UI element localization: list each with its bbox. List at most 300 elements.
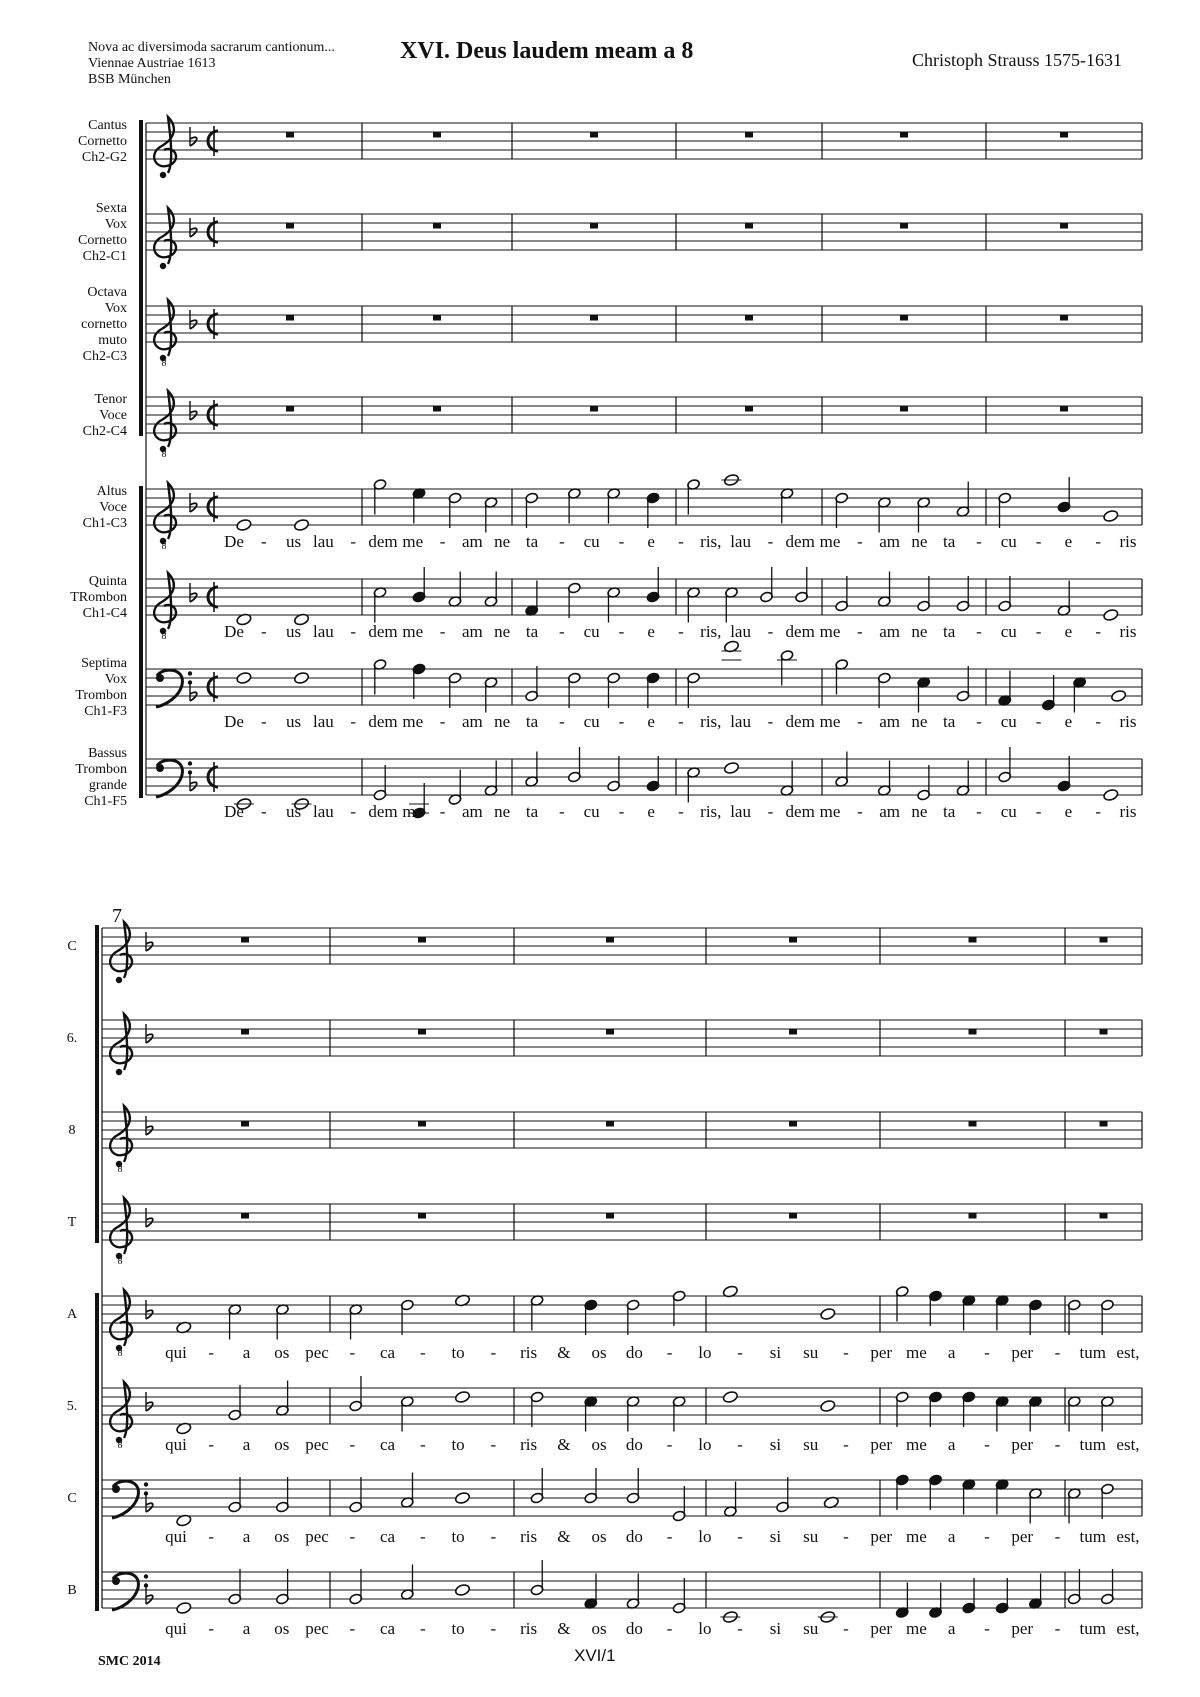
note [672,1486,686,1522]
note [567,488,581,524]
lyric-syllable: si [769,1435,782,1454]
staff-name-line: Voce [99,500,127,515]
lyric-syllable: qui [165,1619,187,1638]
lyric-syllable: lau [313,622,334,641]
staff-name-line: Vox [104,217,127,232]
note [835,492,849,528]
lyric-syllable: - [678,802,684,821]
lyric-syllable: cu [583,712,600,731]
lyric-syllable: ris, [700,622,722,641]
lyric-syllable: - [558,532,565,551]
note [895,1391,909,1427]
lyric-syllable: e [1064,622,1073,641]
note [349,1569,363,1605]
staff-name-line: Trombon [75,688,127,703]
staff-name-line: 8 [68,1123,76,1138]
note [835,659,849,695]
lyric-syllable: ne [494,712,511,731]
note [373,587,387,623]
lyric-syllable: - [260,622,267,641]
note [276,1381,290,1417]
treble-clef-icon [110,1014,132,1075]
note [962,1578,976,1614]
lyric-syllable: - [856,622,863,641]
source-line-1: Nova ac diversimoda sacrarum cantionum... [88,40,335,55]
lyric-syllable: e [1064,802,1073,821]
whole-rest [606,937,614,943]
lyric-syllable: cu [583,802,600,821]
treble-clef-icon [154,117,176,178]
note [454,1583,470,1596]
notehead [820,1307,836,1320]
lyric-syllable: De [224,532,244,551]
staff-name-line: Cornetto [78,134,127,149]
lyric-syllable: do [625,1619,643,1638]
note [1103,509,1119,522]
staff-name-line: Ch2-C3 [82,349,127,364]
lyric-syllable: - [490,1343,497,1362]
lyric-syllable: - [1035,802,1042,821]
whole-rest [789,1121,797,1127]
lyric-syllable: - [1054,1435,1061,1454]
bass-clef-icon [156,670,192,707]
note [672,1396,686,1432]
note [400,1473,414,1509]
note [1103,788,1119,801]
note [929,1290,943,1326]
lyric-syllable: - [208,1343,215,1362]
staff [146,397,1142,433]
page-number: XVI/1 [574,1646,616,1665]
flat-sign-icon [190,772,197,791]
note [584,1574,598,1610]
whole-rest [745,406,753,412]
clef-octave-mark: 8 [117,1348,123,1359]
note [835,752,849,788]
whole-rest [590,223,598,229]
lyric-syllable: ca [380,1343,396,1362]
composer: Christoph Strauss 1575-1631 [911,50,1122,70]
lyric-syllable: - [843,1619,849,1638]
note [448,492,462,528]
lyric-syllable: cu [1000,712,1017,731]
staff [146,669,1142,705]
lyric-syllable: - [439,622,446,641]
note [400,1565,414,1601]
lyric-syllable: ris [1119,622,1137,641]
whole-rest [286,223,294,229]
whole-rest [789,1029,797,1035]
treble-clef-icon [110,1106,132,1167]
lyric-syllable: - [419,1619,426,1638]
lyric-syllable: - [984,1343,990,1362]
note [525,666,539,702]
lyric-syllable: ta [525,622,539,641]
note [607,756,621,792]
lyric-syllable: do [625,1343,643,1362]
lyric-syllable: - [678,532,684,551]
lyric-syllable: ta [525,712,539,731]
note [484,497,498,533]
lyric-syllable: - [558,712,565,731]
lyric-syllable: - [1054,1619,1061,1638]
lyric-syllable: - [419,1527,426,1546]
whole-rest [1060,315,1068,321]
lyric-syllable: - [843,1343,849,1362]
lyric-syllable: lau [730,622,751,641]
note [412,663,426,699]
staff [146,306,1142,342]
clef-octave-mark: 8 [161,449,167,460]
lyric-syllable: - [678,712,684,731]
note [998,747,1012,783]
lyric-syllable: dem [785,532,815,551]
notehead [454,1583,470,1596]
lyric-syllable: per [1011,1435,1034,1454]
bracket-choir-1 [95,1293,99,1611]
lyric-syllable: - [1095,532,1102,551]
flat-sign-icon [146,1392,153,1411]
notehead [820,1399,836,1412]
lyric-syllable: - [767,532,774,551]
note [760,567,774,603]
lyric-syllable: - [419,1435,426,1454]
whole-rest [286,315,294,321]
lyric-syllable: su [803,1343,819,1362]
lyric-syllable: ne [911,532,928,551]
lyric-syllable: os [274,1619,290,1638]
lyric-syllable: e [647,532,655,551]
lyric-syllable: - [666,1435,673,1454]
lyric-syllable: - [349,1435,356,1454]
note [1067,1396,1081,1432]
staff-name-line: Vox [104,672,127,687]
lyric-syllable: - [737,1343,743,1362]
flat-sign-icon [146,1585,153,1604]
note [412,488,426,524]
flat-sign-icon [190,218,197,237]
lyric-syllable: De [224,802,244,821]
lyric-syllable: - [1035,622,1042,641]
note [687,767,701,803]
lyric-syllable: a [947,1343,956,1362]
flat-sign-icon [190,583,197,602]
lyric-syllable: - [856,802,863,821]
flat-sign-icon [190,310,197,329]
staff-name-line: Trombon [75,762,127,777]
note [962,1391,976,1427]
lyric-syllable: os [274,1527,290,1546]
lyric-syllable: pec [305,1435,329,1454]
staff [146,214,1142,250]
whole-rest [286,406,294,412]
staff-name-line: Cantus [88,118,127,133]
whole-rest [745,132,753,138]
whole-rest [418,937,426,943]
note [962,1479,976,1515]
lyric-syllable: ne [911,622,928,641]
lyric-syllable: lau [313,712,334,731]
note [293,671,309,684]
lyric-syllable: - [349,1527,356,1546]
lyric-syllable: su [803,1435,819,1454]
lyric-syllable: - [350,532,357,551]
note [723,761,739,774]
notehead [454,1491,470,1504]
whole-rest [900,223,908,229]
lyric-syllable: - [1095,622,1102,641]
note [276,1569,290,1605]
clef-octave-mark: 8 [161,631,167,642]
lyric-syllable: qui [165,1435,187,1454]
lyric-syllable: cu [583,532,600,551]
note [776,1477,790,1513]
note [1100,1299,1114,1335]
flat-sign-icon [190,401,197,420]
lyric-syllable: ris [520,1527,538,1546]
staff-name-line: Bassus [88,746,127,761]
flat-sign-icon [146,1300,153,1319]
note [956,482,970,518]
lyric-syllable: - [737,1435,743,1454]
note [454,1491,470,1504]
lyric-syllable: per [870,1343,893,1362]
lyric-syllable: - [419,1343,426,1362]
note [228,1477,242,1513]
notehead [293,671,309,684]
lyric-syllable: - [490,1527,497,1546]
staff [102,928,1142,964]
note [236,671,252,684]
lyric-syllable: su [803,1527,819,1546]
whole-rest [606,1213,614,1219]
staff-name-line: Ch1-F5 [84,794,127,809]
lyric-syllable: - [490,1435,497,1454]
whole-rest [241,1029,249,1035]
lyric-syllable: lo [698,1343,712,1362]
notehead [723,761,739,774]
lyric-syllable: a [947,1527,956,1546]
lyric-syllable: os [274,1435,290,1454]
lyric-syllable: ca [380,1435,396,1454]
lyric-syllable: per [1011,1343,1034,1362]
lyric-syllable: - [666,1619,673,1638]
note [530,1468,544,1504]
note [373,479,387,515]
staff [146,579,1142,615]
whole-rest [433,315,441,321]
note [228,1569,242,1605]
notehead [1103,509,1119,522]
note [646,492,660,528]
note [995,1295,1009,1331]
lyric-syllable: lau [730,532,751,551]
lyric-syllable: am [462,712,483,731]
lyric-syllable: lo [698,1527,712,1546]
note [917,497,931,533]
lyric-syllable: cu [1000,622,1017,641]
whole-rest [433,223,441,229]
note [818,1610,838,1623]
lyric-syllable: tum [1079,1435,1106,1454]
lyric-syllable: - [1054,1527,1061,1546]
whole-rest [418,1213,426,1219]
staff [102,1112,1142,1148]
whole-rest [433,406,441,412]
note [820,1307,836,1320]
piece-title: XVI. Deus laudem meam a 8 [400,38,694,64]
staff [102,1204,1142,1240]
treble-clef-icon [110,1198,132,1259]
whole-rest [241,937,249,943]
lyric-syllable: dem [368,712,398,731]
note [1029,1488,1043,1524]
flat-sign-icon [146,932,153,951]
note [1073,677,1087,713]
note [877,572,891,608]
note [687,587,701,623]
lyric-syllable: os [591,1527,607,1546]
whole-rest [1060,406,1068,412]
staff-name-line: Ch2-C4 [82,424,127,439]
lyric-syllable: dem [368,622,398,641]
source-line-3: BSB München [88,72,171,87]
flat-sign-icon [146,1208,153,1227]
whole-rest [1100,1213,1108,1219]
note [1100,1396,1114,1432]
note [877,761,891,797]
lyric-syllable: est, [1116,1527,1140,1546]
note [956,576,970,612]
whole-rest [590,132,598,138]
whole-rest [969,1213,977,1219]
staff [102,1388,1142,1424]
note [995,1396,1009,1432]
lyric-syllable: - [976,532,982,551]
lyric-syllable: me [402,712,424,731]
lyric-syllable: & [557,1619,571,1638]
lyric-syllable: est, [1116,1435,1140,1454]
lyric-syllable: ne [494,622,511,641]
lyric-syllable: est, [1116,1343,1140,1362]
lyric-syllable: me [819,532,841,551]
bracket-choir-2 [139,120,143,436]
note [530,1560,544,1596]
treble-clef-icon [110,1290,132,1351]
whole-rest [789,937,797,943]
whole-rest [241,1121,249,1127]
lyric-syllable: - [350,622,357,641]
lyric-syllable: a [242,1435,251,1454]
note [723,1482,737,1518]
lyric-syllable: - [260,712,267,731]
lyric-syllable: si [769,1619,782,1638]
clef-octave-mark: 8 [161,541,167,552]
lyric-syllable: pec [305,1343,329,1362]
lyric-syllable: to [451,1343,465,1362]
lyric-syllable: ris [1119,802,1137,821]
staff [102,1480,1142,1516]
lyric-syllable: - [666,1527,673,1546]
note [400,1299,414,1335]
whole-rest [745,223,753,229]
lyric-syllable: - [350,802,357,821]
note [448,770,462,806]
note [820,1399,836,1412]
lyric-syllable: am [462,532,483,551]
note [917,765,931,801]
staff-name-line: Octava [87,285,127,300]
lyric-syllable: me [906,1343,927,1362]
note [646,672,660,708]
lyric-syllable: - [349,1619,356,1638]
clef-octave-mark: 8 [117,1256,123,1267]
flat-sign-icon [146,1493,153,1512]
notehead [176,1601,192,1614]
note [1100,1483,1114,1519]
note [1029,1574,1043,1610]
note [525,581,539,617]
note [895,1286,909,1322]
lyric-syllable: ne [911,802,928,821]
clef-octave-mark: 8 [117,1164,123,1175]
lyric-syllable: dem [368,802,398,821]
lyric-syllable: - [737,1527,743,1546]
note [998,492,1012,528]
clef-octave-mark: 8 [161,358,167,369]
whole-rest [969,1121,977,1127]
lyric-syllable: a [242,1527,251,1546]
lyric-syllable: a [242,1343,251,1362]
lyric-syllable: - [439,802,446,821]
lyric-syllable: e [1064,532,1073,551]
whole-rest [286,132,294,138]
lyric-syllable: ca [380,1527,396,1546]
lyric-syllable: - [208,1619,215,1638]
lyric-syllable: to [451,1619,465,1638]
treble-clef-icon [154,573,176,634]
lyric-syllable: & [557,1435,571,1454]
system-2 [95,925,1142,1611]
lyric-syllable: ris, [700,802,722,821]
note [484,572,498,608]
staff-name-line: Tenor [94,392,127,407]
lyric-syllable: ris, [700,712,722,731]
staff [146,759,1142,795]
lyric-syllable: me [819,712,841,731]
note [607,587,621,623]
whole-rest [590,406,598,412]
note [917,677,931,713]
note [672,1578,686,1614]
lyric-syllable: cu [583,622,600,641]
lyric-syllable: do [625,1527,643,1546]
note [373,765,387,801]
source-line-2: Viennae Austriae 1613 [88,56,216,71]
note [1057,477,1071,513]
staff-name-line: muto [98,333,127,348]
system-1 [139,120,1142,798]
flat-sign-icon [190,682,197,701]
note [228,1385,242,1421]
whole-rest [606,1029,614,1035]
staff-name-line: Cornetto [78,233,127,248]
bass-clef-icon [112,1573,148,1610]
notehead [236,518,252,531]
notehead [1110,689,1126,702]
note [607,672,621,708]
note [276,1304,290,1340]
